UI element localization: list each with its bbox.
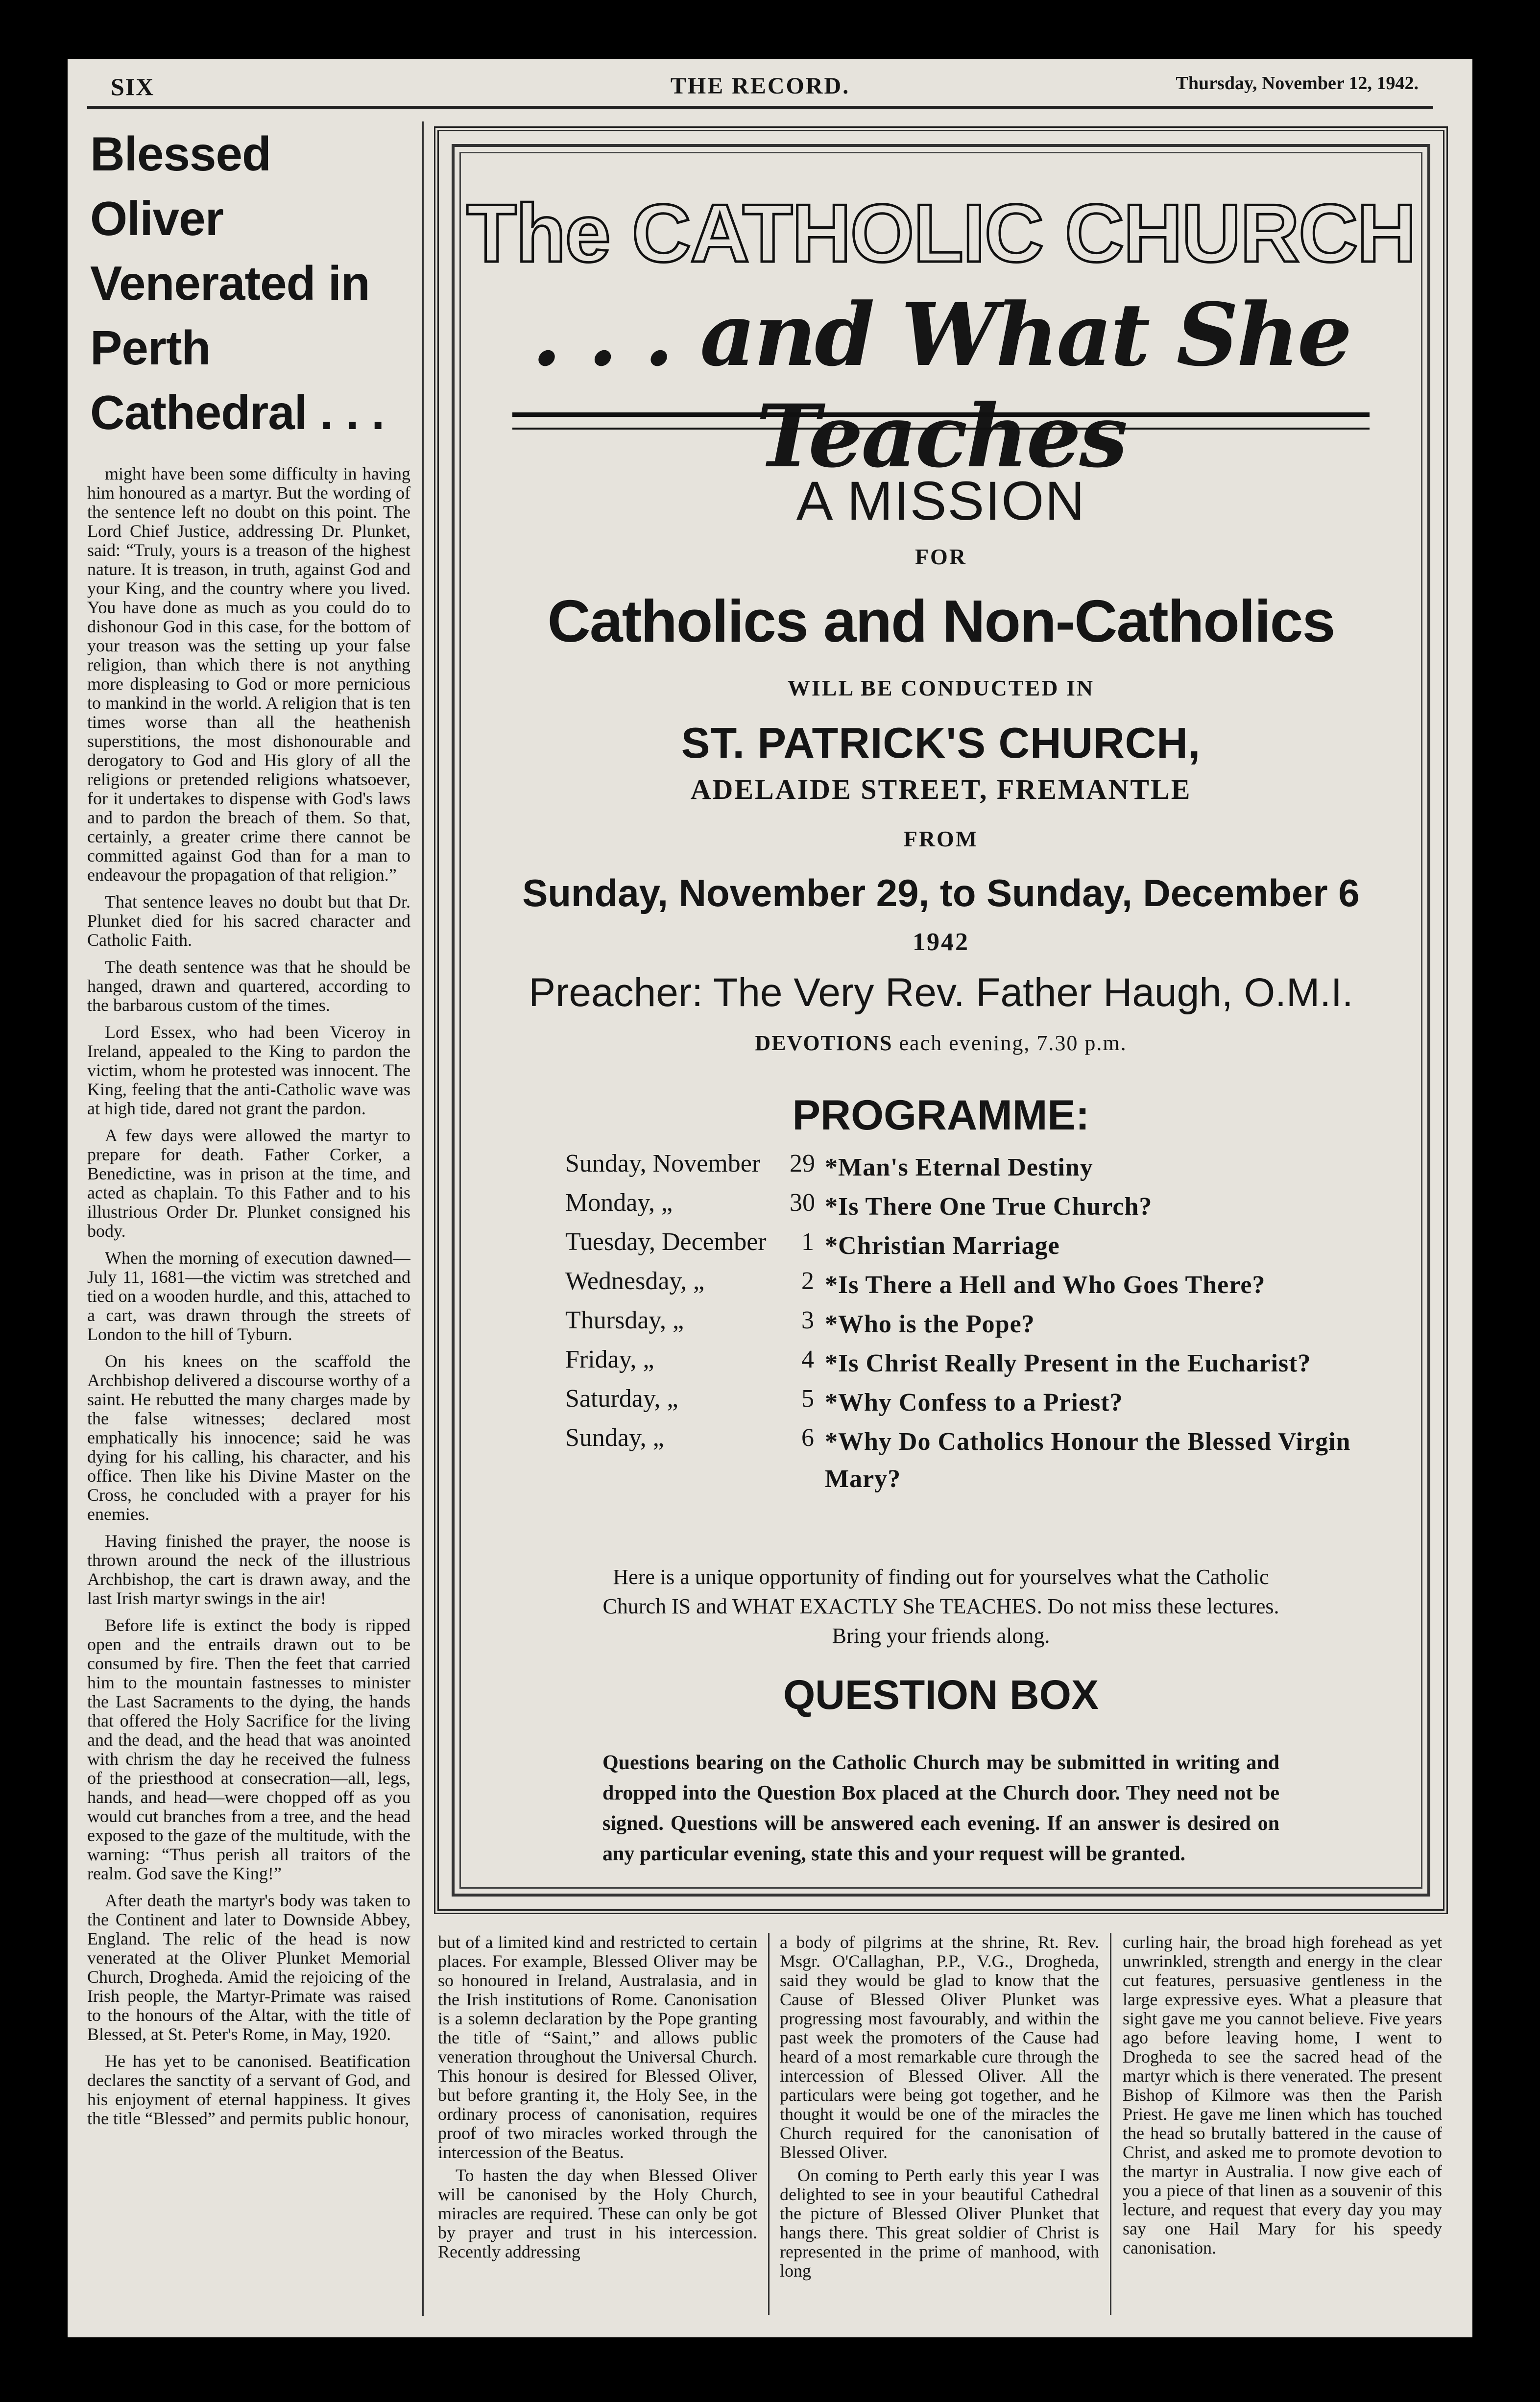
programme-row <box>565 1149 1398 1188</box>
programme-date: 6 <box>801 1424 814 1452</box>
question-box-text: Questions bearing on the Catholic Church may be submitted in writing and dropped into the Question Box placed at the Church door. They need not be signed. Questions will be answered each evening. If an answer is desired on any particular evening, state this and your request will be granted. <box>602 1752 1279 1865</box>
programme-day: Monday, „ <box>565 1189 673 1217</box>
programme-row <box>565 1345 1398 1384</box>
programme-topic: *Why Do Catholics Honour the Blessed Virgin Mary? <box>825 1428 1351 1493</box>
column-divider <box>768 1933 770 2315</box>
programme-date: 1 <box>801 1228 814 1256</box>
article-paragraph: Before life is extinct the body is ripped open and the entrails drawn out to be consumed by fire. Then the feet that carried him to the mountain fastnesses to minister the Last Sacraments to the dying, the hands that offered the Holy Sacrifice for the living and the dead, and the head that was anointed with chrism the day he received the fulness of the priesthood at consecration—all, legs, hands, and head—were chopped off as you would cut branches from a tree, and the head exposed to the gaze of the multitude, with the warning: “Thus perish all traitors of the realm. God save the King!” <box>87 1615 410 1883</box>
programme-day: Friday, „ <box>565 1345 654 1373</box>
ad-title-line2: . . . and What She Teaches <box>531 284 1350 487</box>
programme-topic: *Why Confess to a Priest? <box>825 1389 1123 1417</box>
programme-date: 5 <box>801 1385 814 1413</box>
article-paragraph: After death the martyr's body was taken to the Continent and later to Downside Abbey, England. The relic of the head is now venerated at the Oliver Plunket Memorial Church, Drogheda. Amid the rejoicing of the Irish people, the Martyr-Primate was raised to the honours of the Altar, with the title of Blessed, at St. Peter's Rome, in May, 1920. <box>87 1891 410 2044</box>
programme-date: 2 <box>801 1267 814 1295</box>
devotions-label: DEVOTIONS <box>755 1031 893 1055</box>
ad-title-line1: The CATHOLIC CHURCH <box>466 187 1416 279</box>
programme-topic: *Is There One True Church? <box>825 1193 1153 1221</box>
ad-conducted: WILL BE CONDUCTED IN <box>787 675 1095 700</box>
programme-day: Sunday, „ <box>565 1424 664 1452</box>
article-paragraph: might have been some difficulty in having him honoured as a martyr. But the wording of the sentence left no doubt on this point. The Lord Chief Justice, addressing Dr. Plunket, said: “Truly, yours is a treason of the highest nature. It is treason, in truth, against God and your King, and the country where you lived. You have done as much as you could do to dishonour God in this case, for the bottom of your treason was the setting up your false religion, than which there is not anything more displeasing to God or more pernicious to mankind in the world. A religion that is ten times worse than all the heathenish superstitions, the most dishonourable and derogatory to God and His glory of all the religions or pretended religions whatsoever, for it undertakes to dispense with God's laws and to pardon the breach of them. So that, certainly, a greater crime there cannot be committed against God than for a man to endeavour the propagation of that religion.” <box>87 464 410 885</box>
programme-day: Saturday, „ <box>565 1385 678 1413</box>
programme-date: 4 <box>801 1345 814 1373</box>
programme-list <box>565 1149 1398 1502</box>
article-paragraph: On coming to Perth early this year I was delighted to see in your beautiful Cathedral the picture of Blessed Oliver Plunket that hangs there. This great soldier of Christ is represented in the prime of manhood, with long <box>780 2165 1099 2281</box>
ad-from: FROM <box>903 826 979 851</box>
ad-dates: Sunday, November 29, to Sunday, December 6 <box>522 871 1360 914</box>
ad-blurb: Here is a unique opportunity of finding out for yourselves what the Catholic Church IS and WHAT EXACTLY She TEACHES. Do not miss these lectures. Bring your friends along. <box>602 1565 1279 1648</box>
article-paragraph: The death sentence was that he should be hanged, drawn and quartered, according to the barbarous custom of the times. <box>87 957 410 1015</box>
article-paragraph: That sentence leaves no doubt but that Dr. Plunket died for his sacred character and Catholic Faith. <box>87 892 410 950</box>
ad-year: 1942 <box>913 928 969 956</box>
ad-divider <box>512 412 1370 430</box>
ad-mission: A MISSION <box>796 470 1086 531</box>
article-left-column <box>87 121 410 2326</box>
ad-devotions <box>439 1031 1443 1056</box>
article-paragraph: Lord Essex, who had been Viceroy in Ireland, appealed to the King to pardon the victim, whom he protested was innocent. The King, feeling that the anti-Catholic wave was at high tide, dared not grant the pardon. <box>87 1022 410 1118</box>
article-paragraph: To hasten the day when Blessed Oliver will be canonised by the Holy Church, miracles are required. These can only be got by prayer and trust in his intercession. Recently addressing <box>438 2165 757 2261</box>
ad-audience: Catholics and Non-Catholics <box>547 588 1335 654</box>
article-paragraph: but of a limited kind and restricted to certain places. For example, Blessed Oliver may be so honoured in Ireland, Australasia, and in the Irish institutions of Rome. Canonisation is a solemn declaration by the Pope granting the title of “Saint,” and allows public veneration throughout the Universal Church. This honour is desired for Blessed Oliver, but before granting it, the Holy See, in the ordinary process of canonisation, requires proof of two miracles worked through the intercession of the Beatus. <box>438 1933 757 2162</box>
issue-date: Thursday, November 12, 1942. <box>1176 73 1419 94</box>
page-header <box>87 64 1433 109</box>
article-paragraph: On his knees on the scaffold the Archbishop delivered a discourse worthy of a saint. He rebutted the many charges made by the false witnesses; declared most emphatically his innocence; said he was dying for his calling, his character, and his office. Then like his Divine Master on the Cross, he concluded with a prayer for his enemies. <box>87 1351 410 1524</box>
programme-day: Tuesday, December <box>565 1228 767 1256</box>
ad-preacher: Preacher: The Very Rev. Father Haugh, O.M.I. <box>529 970 1353 1015</box>
programme-topic: *Christian Marriage <box>825 1232 1060 1260</box>
programme-date: 3 <box>801 1306 814 1334</box>
ad-for: FOR <box>914 544 967 569</box>
programme-row <box>565 1227 1398 1267</box>
programme-day: Wednesday, „ <box>565 1267 705 1295</box>
article-paragraph: Having finished the prayer, the noose is thrown around the neck of the illustrious Archbishop, the cart is drawn away, and the last Irish martyr swings in the air! <box>87 1531 410 1608</box>
page-number: SIX <box>111 73 155 100</box>
programme-date: 30 <box>790 1189 815 1217</box>
article-bottom-column-2 <box>780 1933 1099 2320</box>
programme-row <box>565 1267 1398 1306</box>
devotions-time: each evening, 7.30 p.m. <box>899 1031 1127 1055</box>
programme-row <box>565 1306 1398 1345</box>
ad-address: ADELAIDE STREET, FREMANTLE <box>690 773 1192 805</box>
article-paragraph: a body of pilgrims at the shrine, Rt. Rev. Msgr. O'Callaghan, P.P., V.G., Drogheda, said they would be glad to know that the Cause of Blessed Oliver Plunket was progressing most favourably, and within the past week the promoters of the Cause had heard of a most remarkable cure through the intercession of Blessed Oliver. All the particulars were being got together, and he thought it would be one of the miracles the Church required for the canonisation of Blessed Oliver. <box>780 1933 1099 2162</box>
programme-row <box>565 1188 1398 1227</box>
ad-church: ST. PATRICK'S CHURCH, <box>681 719 1201 767</box>
programme-topic: *Who is the Pope? <box>825 1310 1035 1338</box>
programme-day: Sunday, November <box>565 1150 761 1177</box>
article-paragraph: A few days were allowed the martyr to prepare for death. Father Corker, a Benedictine, was in prison at the time, and acted as chaplain. To this Father and to his illustrious Order Dr. Plunket consigned his body. <box>87 1126 410 1241</box>
article-headline: Blessed Oliver Venerated in Perth Cathedral . . . <box>90 127 385 439</box>
newspaper-page <box>68 59 1472 2337</box>
programme-topic: *Is Christ Really Present in the Eucharist? <box>825 1349 1311 1377</box>
article-paragraph: When the morning of execution dawned—July 11, 1681—the victim was stretched and tied on a wooden hurdle, and this, attached to a cart, was drawn through the streets of London to the hill of Tyburn. <box>87 1248 410 1344</box>
column-divider <box>422 121 424 2316</box>
programme-row <box>565 1384 1398 1423</box>
programme-topic: *Is There a Hell and Who Goes There? <box>825 1271 1266 1299</box>
newspaper-title: THE RECORD. <box>670 73 850 99</box>
article-bottom-column-3 <box>1123 1933 1442 2320</box>
programme-day: Thursday, „ <box>565 1306 684 1334</box>
article-paragraph: curling hair, the broad high forehead as yet unwrinkled, strength and energy in the clear cut features, persuasive gentleness in the large expressive eyes. What a pleasure that sight gave me you cannot believe. Five years ago before leaving home, I went to Drogheda to see the sacred head of the martyr which is there venerated. The present Bishop of Kilmore was then the Parish Priest. He gave me linen which has touched the head so brutally battered in the cause of Christ, and asked me to promote devotion to the martyr in Australia. I now give each of you a piece of that linen as a souvenir of this lecture, and request that every day you may say one Hail Mary for his speedy canonisation. <box>1123 1933 1442 2258</box>
programme-date: 29 <box>790 1150 815 1177</box>
article-bottom-column-1 <box>438 1933 757 2320</box>
programme-row <box>565 1423 1398 1502</box>
programme-topic: *Man's Eternal Destiny <box>825 1153 1093 1181</box>
programme-title: PROGRAMME: <box>792 1092 1090 1139</box>
article-paragraph: He has yet to be canonised. Beatification declares the sanctity of a servant of God, and his enjoyment of eternal happiness. It gives the title “Blessed” and permits public honour, <box>87 2051 410 2128</box>
mission-advertisement <box>434 126 1448 1914</box>
column-divider <box>1110 1933 1111 2315</box>
question-box-title: QUESTION BOX <box>783 1672 1099 1718</box>
